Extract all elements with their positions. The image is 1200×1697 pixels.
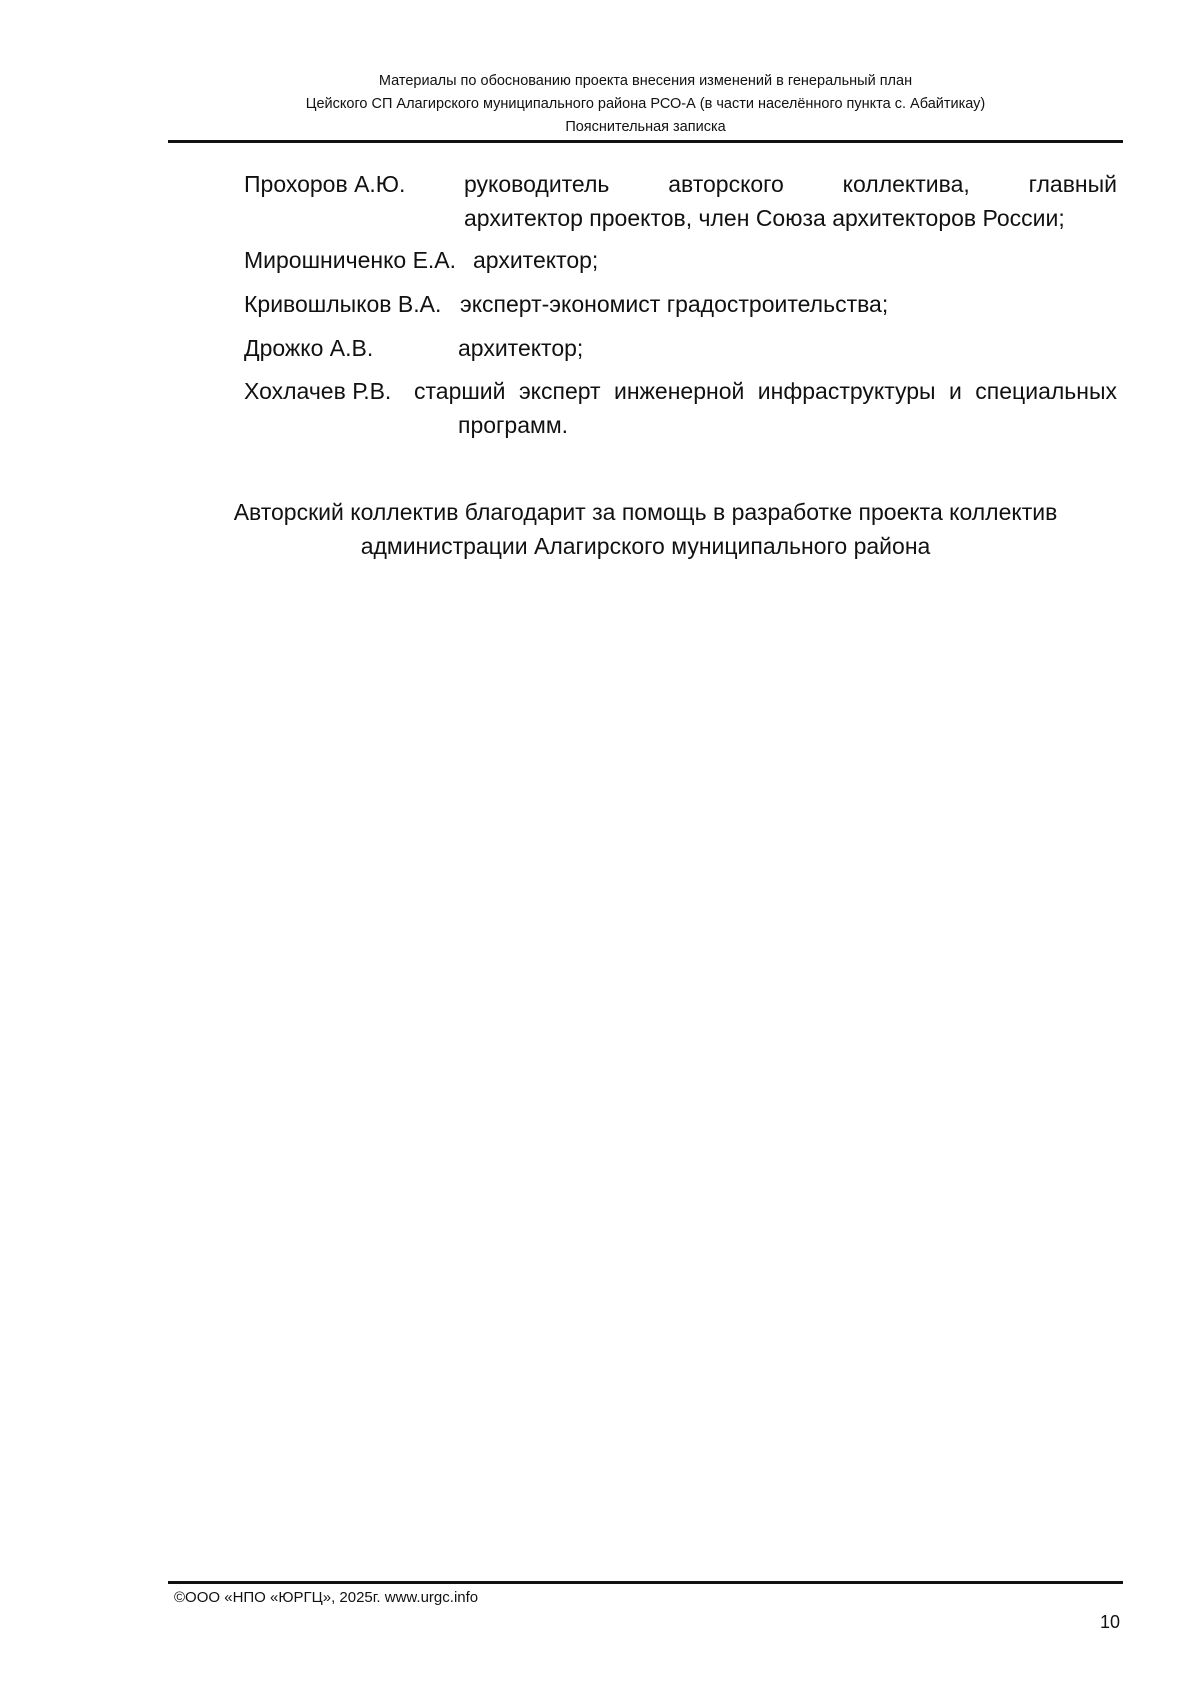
running-header: [168, 70, 1123, 139]
acknowledgement: [168, 495, 1123, 563]
author-entry: [244, 167, 1117, 235]
author-role: эксперт-экономист градостроительства;: [460, 291, 889, 317]
author-role-continuation: архитектор проектов, член Союза архитекторов России;: [464, 205, 1065, 231]
author-role: архитектор;: [473, 247, 599, 273]
author-entry: [244, 287, 1117, 321]
author-entry: [244, 374, 1117, 442]
author-name: Дрожко А.В.: [244, 335, 374, 361]
author-role: руководитель авторского коллектива, главный: [464, 171, 1117, 197]
author-role: архитектор;: [458, 335, 584, 361]
header-line-3: Пояснительная записка: [565, 119, 726, 135]
footer-copyright: ©ООО «НПО «ЮРГЦ», 2025г. www.urgc.info: [174, 1589, 479, 1606]
header-line-1: Материалы по обоснованию проекта внесения изменений в генеральный план: [378, 73, 913, 89]
author-entry: [244, 243, 1117, 277]
page-number: 10: [1099, 1612, 1120, 1632]
author-name: Прохоров А.Ю.: [244, 171, 406, 197]
author-entry: [244, 331, 1117, 365]
acknowledgement-line-1: Авторский коллектив благодарит за помощь в разработке проекта коллектив: [233, 499, 1058, 525]
header-divider: [168, 140, 1123, 143]
footer-divider: [168, 1581, 1123, 1584]
author-name: Хохлачев Р.В.: [244, 378, 392, 404]
author-name: Мирошниченко Е.А.: [244, 247, 457, 273]
acknowledgement-line-2: администрации Алагирского муниципального района: [360, 533, 931, 559]
author-role-continuation: программ.: [458, 412, 569, 438]
header-line-2: Цейского СП Алагирского муниципального района РСО-А (в части населённого пункта с. Абайтикау): [305, 96, 986, 112]
author-name: Кривошлыков В.А.: [244, 291, 442, 317]
author-role: старший эксперт инженерной инфраструктуры и специальных: [414, 378, 1117, 404]
